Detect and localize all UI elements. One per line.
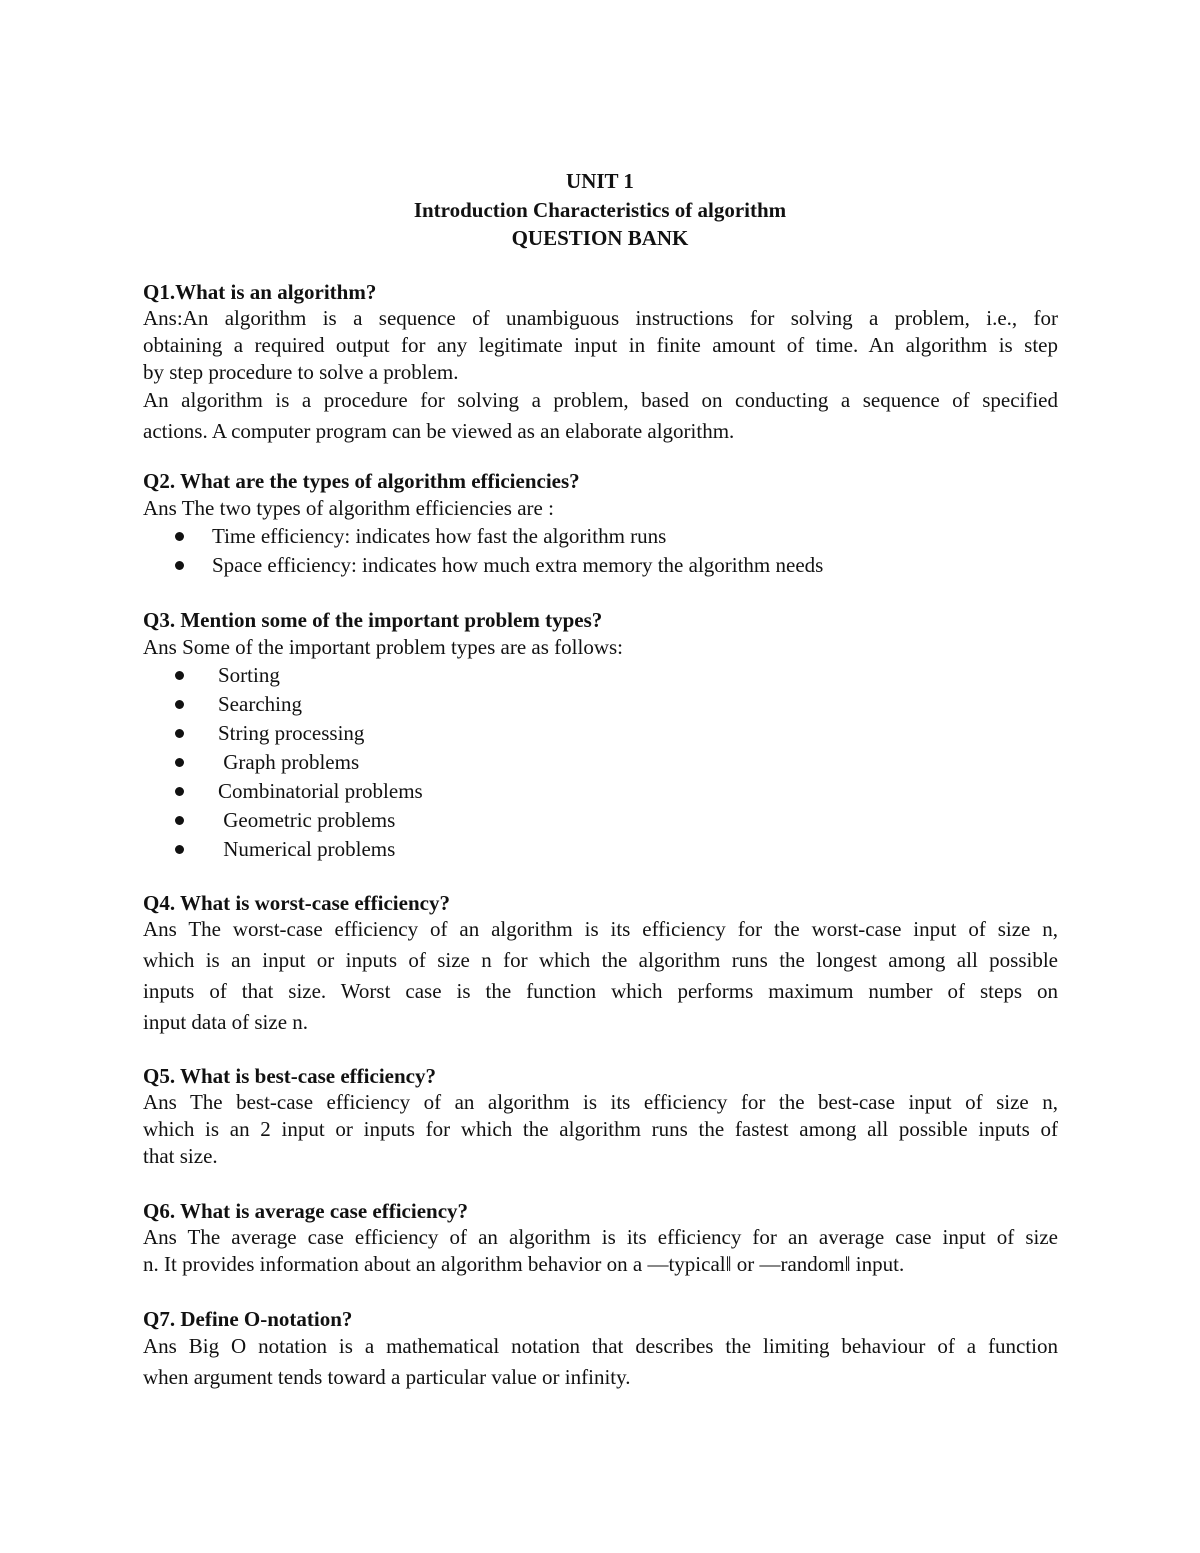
bullet-icon [175,729,184,738]
q3-title: Q3. Mention some of the important problem types? [143,608,603,632]
q1-line: Ans:An algorithm is a sequence of unambiguous instructions for solving a problem, i.e., for [143,306,1058,330]
q5-line: Ans The best-case efficiency of an algorithm is its efficiency for the best-case input of size n, [143,1090,1058,1114]
q5-answer [143,1089,1058,1170]
list-item-text: String processing [218,721,365,745]
q5-title: Q5. What is best-case efficiency? [143,1064,436,1088]
bullet-icon [175,532,184,541]
q2-title: Q2. What are the types of algorithm efficiencies? [143,469,580,493]
bullet-icon [175,700,184,709]
q6-line: n. It provides information about an algorithm behavior on a ―typical‖ or ―random‖ input. [143,1252,905,1276]
q2-intro: Ans The two types of algorithm efficiencies are : [143,496,554,520]
bullet-icon [175,671,184,680]
document-subtitle: Introduction Characteristics of algorithm [413,198,787,222]
q7-line: when argument tends toward a particular value or infinity. [143,1365,631,1389]
list-item-text: Searching [218,692,302,716]
q4-line: Ans The worst-case efficiency of an algorithm is its efficiency for the worst-case input of size n, [143,917,1058,941]
bullet-icon [175,845,184,854]
question-bank-heading: QUESTION BANK [511,226,689,250]
q4-line: which is an input or inputs of size n for which the algorithm runs the longest among all possible [143,948,1058,972]
q4-line: input data of size n. [143,1010,309,1034]
q1-line: actions. A computer program can be viewed as an elaborate algorithm. [143,419,735,443]
q4-title: Q4. What is worst-case efficiency? [143,891,450,915]
q6-answer [143,1224,1058,1278]
bullet-icon [175,561,184,570]
q6-title: Q6. What is average case efficiency? [143,1199,469,1223]
q1-title: Q1.What is an algorithm? [143,280,377,304]
q1-line: An algorithm is a procedure for solving a problem, based on conducting a sequence of specified [143,388,1058,412]
list-item-text: Space efficiency: indicates how much extra memory the algorithm needs [212,553,824,577]
q6-line: Ans The average case efficiency of an algorithm is its efficiency for an average case input of size [143,1225,1058,1249]
q7-answer [143,1331,1058,1393]
q4-answer [143,914,1058,1038]
q7-line: Ans Big O notation is a mathematical notation that describes the limiting behaviour of a function [143,1334,1058,1358]
list-item-text: Geometric problems [218,808,396,832]
list-item-text: Sorting [218,663,280,687]
q4-line: inputs of that size. Worst case is the function which performs maximum number of steps on [143,979,1058,1003]
list-item-text: Graph problems [218,750,360,774]
bullet-icon [175,787,184,796]
list-item-text: Time efficiency: indicates how fast the algorithm runs [212,524,667,548]
q5-line: that size. [143,1144,218,1168]
q7-title: Q7. Define O-notation? [143,1307,353,1331]
list-item-text: Combinatorial problems [218,779,423,803]
q1-answer [143,305,1058,445]
bullet-icon [175,758,184,767]
q3-intro: Ans Some of the important problem types are as follows: [143,635,623,659]
q5-line: which is an 2 input or inputs for which the algorithm runs the fastest among all possible inputs of [143,1117,1058,1141]
q1-line: by step procedure to solve a problem. [143,360,459,384]
list-item-text: Numerical problems [218,837,396,861]
bullet-icon [175,816,184,825]
unit-heading: UNIT 1 [566,169,634,193]
q1-line: obtaining a required output for any legitimate input in finite amount of time. An algorithm is step [143,333,1058,357]
